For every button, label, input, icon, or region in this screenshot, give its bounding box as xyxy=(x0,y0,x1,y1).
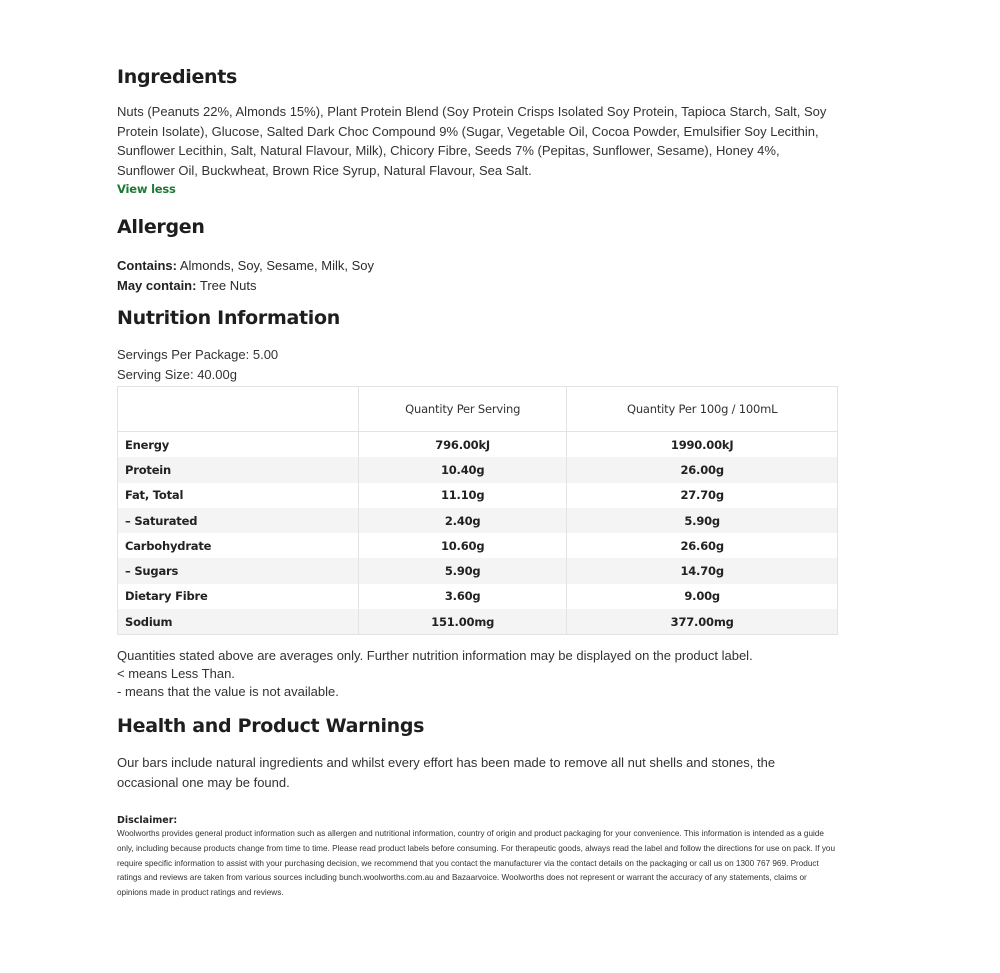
nutrient-name: Protein xyxy=(118,457,359,482)
per-serving-value: 151.00mg xyxy=(359,609,567,635)
table-row xyxy=(118,533,838,558)
nutrient-name: Fat, Total xyxy=(125,488,184,503)
note-averages: Quantities stated above are averages only. Further nutrition information may be displayed on the product label. xyxy=(117,648,753,664)
table-row xyxy=(118,432,838,458)
may-contain-label: May contain: xyxy=(117,277,197,293)
nutrient-name: Energy xyxy=(125,437,170,452)
product-details xyxy=(117,60,837,909)
per-serving-value: 11.10g xyxy=(359,483,567,508)
disclaimer-text: Woolworths provides general product information such as allergen and nutritional information, country of origin and product packaging for your convenience. This information is intended as a guide only, including because products change from time to time. Please read product labels before consuming. For therapeutic goods, always read the label and follow the directions for use on pack. If you require specific information to assist with your purchasing decision, we recommend that you contact the manufacturer via the contact details on the packaging or call us on 1300 767 969. Product ratings and reviews are taken from various sources including bunch.woolworths.com.au and Bazaarvoice. Woolworths does not represent or warrant the accuracy of any statements, claims or opinions made in product ratings and reviews. xyxy=(117,829,836,897)
nutrient-name: – Sugars xyxy=(118,558,359,583)
table-row xyxy=(118,508,838,533)
table-row xyxy=(118,483,838,508)
servings-per-package: Servings Per Package: 5.00 xyxy=(117,347,279,362)
per-100-value: 5.90g xyxy=(567,508,838,533)
table-row xyxy=(118,584,838,609)
table-row xyxy=(118,558,838,583)
health-warnings-text: Our bars include natural ingredients and whilst every effort has been made to remove all nut shells and stones, the occasional one may be found. xyxy=(117,755,776,791)
nutrient-name: – Saturated xyxy=(118,508,359,533)
may-contain-row xyxy=(117,276,837,296)
per-100-value: 9.00g xyxy=(567,584,838,609)
nutrition-table xyxy=(117,386,838,635)
per-100-value: 377.00mg xyxy=(567,609,838,635)
per-100-value: 27.70g xyxy=(567,483,838,508)
header-nutrient xyxy=(118,387,359,432)
contains-label: Contains: xyxy=(117,258,177,273)
note-less-than: < means Less Than. xyxy=(117,666,235,682)
serving-info xyxy=(117,345,837,384)
nutrient-name: Sodium xyxy=(118,609,359,635)
per-serving-value: 3.60g xyxy=(359,584,567,609)
serving-size: Serving Size: 40.00g xyxy=(117,366,237,382)
may-contain-value: Tree Nuts xyxy=(199,277,257,293)
ingredients-heading: Ingredients xyxy=(117,66,238,88)
nutrition-notes xyxy=(117,647,837,701)
contains-value: Almonds, Soy, Sesame, Milk, Soy xyxy=(179,258,374,273)
per-serving-value: 2.40g xyxy=(359,508,567,533)
table-row xyxy=(118,457,838,482)
header-per-serving: Quantity Per Serving xyxy=(359,387,567,432)
view-less-link[interactable]: View less xyxy=(117,182,176,196)
allergen-info xyxy=(117,256,837,295)
per-100-value: 26.60g xyxy=(567,533,838,558)
nutrient-name: Dietary Fibre xyxy=(125,589,208,604)
table-row xyxy=(118,609,838,635)
allergen-heading: Allergen xyxy=(117,216,205,238)
per-100-value: 14.70g xyxy=(567,558,838,583)
per-serving-value: 796.00kJ xyxy=(359,432,567,458)
header-per-100: Quantity Per 100g / 100mL xyxy=(567,387,838,432)
contains-row xyxy=(117,256,837,276)
health-warnings-heading: Health and Product Warnings xyxy=(117,715,425,738)
ingredients-text: Nuts (Peanuts 22%, Almonds 15%), Plant Protein Blend (Soy Protein Crisps Isolated Soy Protein, Tapioca Starch, Salt, Soy Protein Isolate), Glucose, Salted Dark Choc Compound 9% (Sugar, Vegetable Oil, Cocoa Powder, Emulsifier Soy Lecithin, Sunflower Lecithin, Salt, Natural Flavour, Milk), Chicory Fibre, Seeds 7% (Pepitas, Sunflower, Sesame), Honey 4%, Sunflower Oil, Buckwheat, Brown Rice Syrup, Natural Flavour, Sea Salt. xyxy=(117,104,827,178)
per-100-value: 26.00g xyxy=(567,457,838,482)
nutrient-name: Carbohydrate xyxy=(125,538,212,553)
disclaimer-heading: Disclaimer: xyxy=(117,815,178,827)
per-serving-value: 10.40g xyxy=(359,457,567,482)
per-serving-value: 5.90g xyxy=(359,558,567,583)
per-serving-value: 10.60g xyxy=(359,533,567,558)
nutrition-heading: Nutrition Information xyxy=(117,307,340,329)
per-100-value: 1990.00kJ xyxy=(567,432,838,458)
nutrition-table-header xyxy=(118,387,838,432)
note-not-available: - means that the value is not available. xyxy=(117,684,339,700)
